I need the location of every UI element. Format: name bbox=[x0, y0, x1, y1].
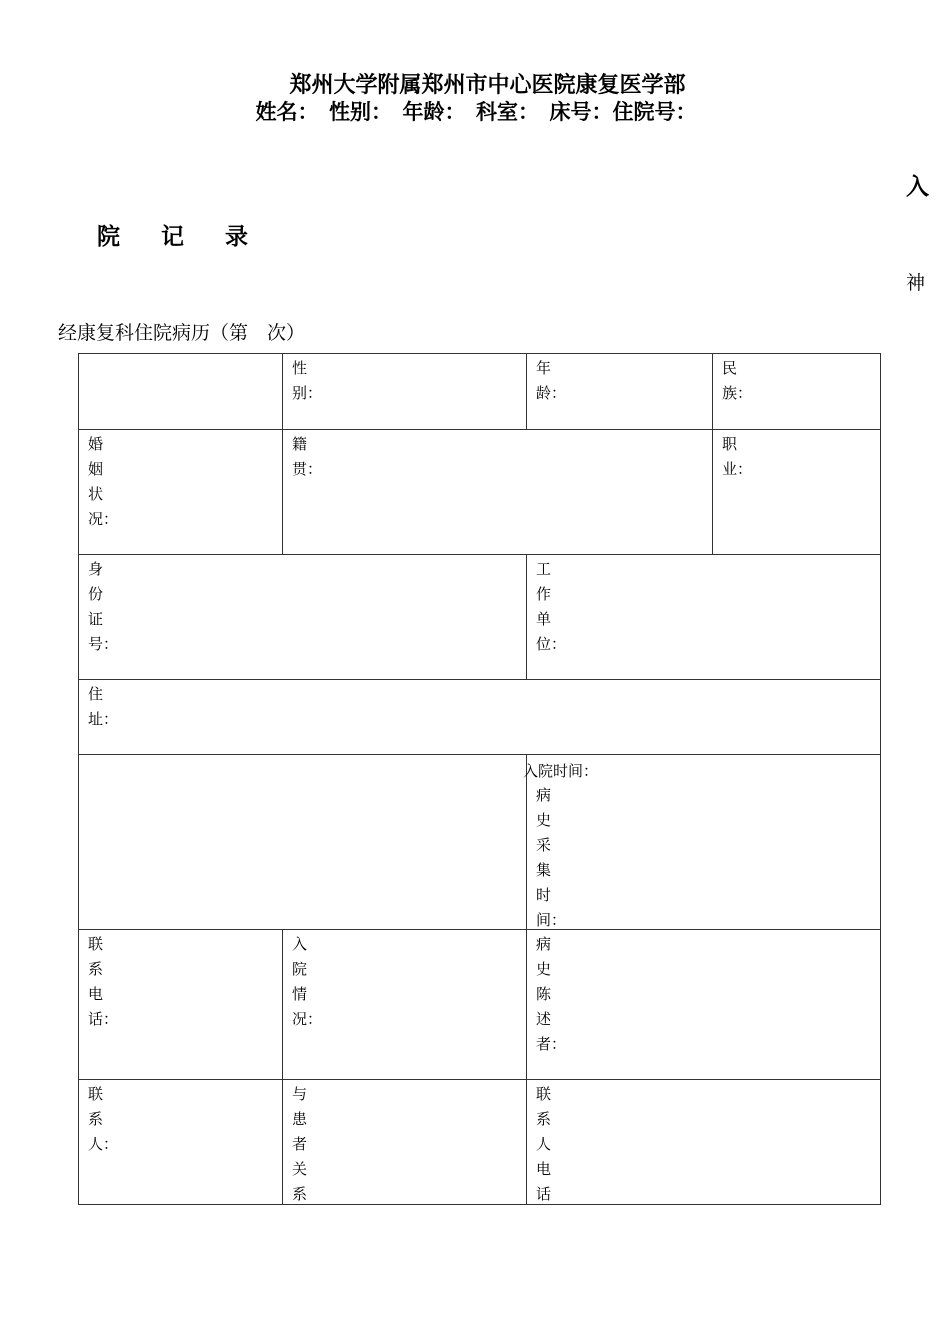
age-cell[interactable] bbox=[526, 353, 713, 430]
record-title-ji: 记 bbox=[161, 223, 184, 250]
record-title-lu: 录 bbox=[225, 223, 248, 250]
address-cell[interactable] bbox=[78, 679, 881, 755]
employer-label: 工作单位： bbox=[536, 560, 567, 653]
informant-label: 病史陈述者： bbox=[536, 935, 567, 1053]
age-label: 年龄： bbox=[536, 359, 567, 402]
gender-label: 性别： bbox=[292, 359, 323, 402]
name-cell[interactable] bbox=[78, 353, 283, 430]
contact-phone-cell[interactable] bbox=[526, 1079, 881, 1205]
phone-label: 联系电话： bbox=[88, 935, 119, 1028]
native-place-cell[interactable] bbox=[282, 429, 713, 555]
admission-status-cell[interactable] bbox=[282, 929, 527, 1080]
id-number-label: 身份证号： bbox=[88, 560, 119, 653]
history-time-cell[interactable] bbox=[523, 754, 881, 930]
relation-cell[interactable] bbox=[282, 1079, 527, 1205]
admission-form-table bbox=[78, 353, 881, 1205]
admission-time-label: 入院时间： bbox=[523, 762, 599, 780]
occupation-label: 职业： bbox=[722, 435, 753, 478]
id-number-cell[interactable] bbox=[78, 554, 527, 680]
record-title-shen: 神 bbox=[906, 272, 926, 294]
informant-cell[interactable] bbox=[526, 929, 881, 1080]
patient-info-line: 姓名： 性别： 年龄： 科室： 床号：住院号： bbox=[255, 99, 697, 124]
admission-time-cell[interactable] bbox=[78, 754, 527, 930]
record-subtitle: 经康复科住院病历（第 次） bbox=[58, 322, 306, 344]
employer-cell[interactable] bbox=[526, 554, 881, 680]
contact-phone-label: 联系人电话 bbox=[536, 1085, 552, 1203]
relation-label: 与患者关系 bbox=[292, 1085, 308, 1203]
address-label: 住址： bbox=[88, 685, 119, 728]
gender-cell[interactable] bbox=[282, 353, 527, 430]
hospital-title: 郑州大学附属郑州市中心医院康复医学部 bbox=[289, 72, 686, 98]
occupation-cell[interactable] bbox=[712, 429, 881, 555]
record-title-yuan: 院 bbox=[97, 223, 120, 250]
contact-label: 联系人： bbox=[88, 1085, 119, 1153]
marital-label: 婚姻状况： bbox=[88, 435, 119, 528]
marital-cell[interactable] bbox=[78, 429, 283, 555]
ethnicity-cell[interactable] bbox=[712, 353, 881, 430]
contact-cell[interactable] bbox=[78, 1079, 283, 1205]
ethnicity-label: 民族： bbox=[722, 359, 753, 402]
admission-status-label: 入院情况： bbox=[292, 935, 323, 1028]
native-place-label: 籍贯： bbox=[292, 435, 323, 478]
phone-cell[interactable] bbox=[78, 929, 283, 1080]
record-title-ru: 入 bbox=[906, 173, 929, 200]
history-time-label: 病史采集时间： bbox=[536, 786, 567, 929]
